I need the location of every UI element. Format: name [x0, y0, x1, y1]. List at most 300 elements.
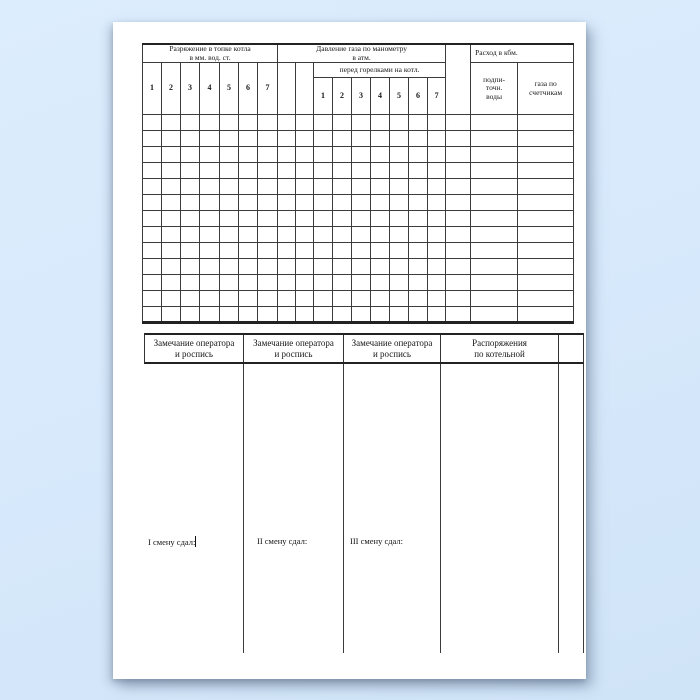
vacuum-title-line1: Разряжение в топке котла [169, 44, 251, 53]
grid-cell [239, 227, 258, 243]
grid-cell [220, 147, 239, 163]
grid-cell [352, 147, 371, 163]
grid-cell [296, 163, 314, 179]
grid-cell [239, 163, 258, 179]
grid-cell [162, 147, 181, 163]
grid-cell [258, 163, 278, 179]
grid-cell [278, 291, 296, 307]
grid-cell [409, 147, 428, 163]
grid-cell [518, 147, 574, 163]
gas-pressure-section-header [278, 44, 446, 63]
grid-cell [143, 227, 162, 243]
grid-cell [409, 179, 428, 195]
grid-cell [181, 195, 200, 211]
grid-cell [446, 131, 471, 147]
grid-row [143, 227, 574, 243]
grid-cell [296, 259, 314, 275]
grid-cell [371, 131, 390, 147]
grid-cell [278, 259, 296, 275]
grid-cell [352, 115, 371, 131]
grid-cell [278, 131, 296, 147]
grid-cell [333, 179, 352, 195]
grid-cell [471, 291, 518, 307]
grid-cell [143, 195, 162, 211]
grid-cell [314, 307, 333, 323]
grid-cell [390, 259, 409, 275]
grid-cell [162, 163, 181, 179]
grid-cell [162, 291, 181, 307]
grid-cell [258, 243, 278, 259]
vacuum-title-line2: в мм. вод. ст. [189, 52, 231, 62]
grid-cell [371, 291, 390, 307]
grid-cell [518, 227, 574, 243]
grid-cell [239, 115, 258, 131]
grid-cell [314, 259, 333, 275]
grid-cell [390, 163, 409, 179]
grid-cell [314, 243, 333, 259]
grid-cell [518, 243, 574, 259]
grid-cell [409, 195, 428, 211]
grid-cell [239, 307, 258, 323]
grid-cell [162, 115, 181, 131]
grid-cell [518, 163, 574, 179]
grid-row [143, 147, 574, 163]
grid-cell [446, 227, 471, 243]
grid-cell [220, 131, 239, 147]
grid-cell [296, 115, 314, 131]
grid-cell [314, 179, 333, 195]
grid-cell [278, 211, 296, 227]
grid-cell [446, 275, 471, 291]
grid-cell [220, 211, 239, 227]
column-divider-line [440, 364, 441, 653]
grid-cell [239, 259, 258, 275]
grid-cell [278, 243, 296, 259]
vacuum-section-header [143, 44, 278, 63]
grid-cell [333, 115, 352, 131]
grid-cell [296, 195, 314, 211]
grid-cell [371, 115, 390, 131]
grid-cell [200, 211, 220, 227]
grid-cell [181, 131, 200, 147]
grid-cell [333, 211, 352, 227]
grid-cell [200, 227, 220, 243]
grid-cell [296, 227, 314, 243]
grid-cell [143, 275, 162, 291]
grid-cell [258, 115, 278, 131]
shift-3-note: III смену сдал: [350, 536, 404, 546]
grid-cell [181, 307, 200, 323]
grid-cell [409, 115, 428, 131]
grid-cell [409, 275, 428, 291]
grid-cell [220, 163, 239, 179]
grid-cell [371, 275, 390, 291]
grid-cell [220, 243, 239, 259]
grid-cell [428, 147, 446, 163]
grid-cell [296, 211, 314, 227]
grid-cell [390, 275, 409, 291]
grid-cell [181, 243, 200, 259]
grid-cell [278, 307, 296, 323]
grid-row [143, 163, 574, 179]
grid-cell [258, 179, 278, 195]
text-cursor [195, 536, 196, 547]
grid-cell [162, 307, 181, 323]
grid-cell [428, 115, 446, 131]
grid-cell [200, 307, 220, 323]
grid-cell [181, 291, 200, 307]
grid-cell [162, 179, 181, 195]
grid-cell [162, 195, 181, 211]
grid-row [143, 115, 574, 131]
shift-1-note: I смену сдал: [148, 537, 196, 547]
grid-row [143, 179, 574, 195]
grid-cell [143, 243, 162, 259]
grid-cell [258, 131, 278, 147]
grid-cell [143, 131, 162, 147]
grid-cell [371, 307, 390, 323]
grid-cell [428, 275, 446, 291]
operator-remark-header-3: Замечание оператора и роспись [344, 335, 441, 362]
grid-cell [220, 195, 239, 211]
grid-cell [314, 163, 333, 179]
grid-cell [471, 115, 518, 131]
grid-cell [296, 179, 314, 195]
gas-title-line2: в атм. [352, 52, 371, 62]
grid-cell [181, 227, 200, 243]
grid-cell [333, 227, 352, 243]
grid-cell [333, 291, 352, 307]
grid-cell [428, 179, 446, 195]
grid-cell [314, 211, 333, 227]
grid-cell [278, 179, 296, 195]
grid-cell [258, 147, 278, 163]
vacuum-col-3: 3 [181, 63, 200, 115]
grid-cell [143, 259, 162, 275]
grid-cell [296, 131, 314, 147]
grid-cell [446, 115, 471, 131]
grid-cell [390, 307, 409, 323]
grid-cell [390, 291, 409, 307]
grid-cell [352, 307, 371, 323]
grid-cell [296, 291, 314, 307]
grid-cell [143, 163, 162, 179]
grid-cell [352, 179, 371, 195]
grid-row [143, 195, 574, 211]
grid-cell [258, 227, 278, 243]
grid-cell [371, 259, 390, 275]
grid-cell [471, 179, 518, 195]
grid-cell [162, 243, 181, 259]
grid-cell [296, 307, 314, 323]
grid-cell [428, 195, 446, 211]
grid-row [143, 243, 574, 259]
grid-cell [162, 227, 181, 243]
grid-cell [239, 275, 258, 291]
grid-cell [162, 275, 181, 291]
orders-header: Распоряжения по котельной [441, 335, 559, 362]
grid-cell [220, 291, 239, 307]
gas-spacer-column-2 [296, 63, 314, 115]
grid-cell [409, 243, 428, 259]
grid-cell [239, 195, 258, 211]
grid-cell [352, 243, 371, 259]
grid-cell [143, 147, 162, 163]
grid-cell [352, 227, 371, 243]
grid-cell [239, 291, 258, 307]
grid-cell [220, 115, 239, 131]
grid-cell [200, 243, 220, 259]
operator-remark-header-2: Замечание оператора и роспись [244, 335, 344, 362]
readings-grid-body [143, 115, 574, 323]
grid-cell [390, 115, 409, 131]
grid-cell [409, 291, 428, 307]
grid-cell [314, 227, 333, 243]
grid-cell [162, 131, 181, 147]
grid-cell [446, 163, 471, 179]
shift-2-note: II смену сдал: [257, 536, 308, 546]
grid-row [143, 307, 574, 323]
grid-cell [446, 211, 471, 227]
grid-cell [471, 163, 518, 179]
grid-cell [200, 163, 220, 179]
grid-cell [162, 211, 181, 227]
grid-cell [278, 275, 296, 291]
grid-cell [258, 307, 278, 323]
grid-cell [333, 275, 352, 291]
grid-cell [518, 115, 574, 131]
consumption-section-header: Расход в кбм. [471, 44, 574, 63]
grid-cell [181, 275, 200, 291]
grid-cell [471, 227, 518, 243]
burner-col-1: 1 [314, 78, 333, 115]
grid-cell [333, 131, 352, 147]
grid-cell [471, 275, 518, 291]
grid-cell [220, 227, 239, 243]
grid-cell [446, 147, 471, 163]
grid-cell [446, 195, 471, 211]
grid-cell [200, 275, 220, 291]
grid-cell [143, 211, 162, 227]
grid-cell [333, 243, 352, 259]
grid-cell [428, 227, 446, 243]
grid-cell [278, 163, 296, 179]
grid-cell [371, 179, 390, 195]
grid-cell [518, 131, 574, 147]
grid-cell [278, 195, 296, 211]
grid-cell [239, 147, 258, 163]
grid-cell [390, 211, 409, 227]
grid-cell [258, 195, 278, 211]
grid-cell [296, 147, 314, 163]
grid-row [143, 291, 574, 307]
grid-cell [258, 275, 278, 291]
grid-cell [296, 275, 314, 291]
grid-cell [239, 211, 258, 227]
operator-remark-header-1: Замечание оператора и роспись [145, 335, 244, 362]
grid-cell [200, 147, 220, 163]
grid-cell [239, 179, 258, 195]
grid-cell [200, 291, 220, 307]
gas-spacer-column-1 [278, 63, 296, 115]
grid-cell [239, 131, 258, 147]
grid-cell [181, 115, 200, 131]
grid-cell [278, 227, 296, 243]
grid-cell [471, 243, 518, 259]
grid-cell [518, 307, 574, 323]
burner-col-3: 3 [352, 78, 371, 115]
grid-cell [333, 195, 352, 211]
grid-cell [258, 291, 278, 307]
vacuum-col-4: 4 [200, 63, 220, 115]
grid-cell [471, 307, 518, 323]
grid-cell [352, 259, 371, 275]
vacuum-col-7: 7 [258, 63, 278, 115]
grid-cell [143, 307, 162, 323]
grid-cell [518, 211, 574, 227]
grid-cell [314, 275, 333, 291]
grid-cell [333, 307, 352, 323]
grid-cell [371, 195, 390, 211]
grid-cell [352, 291, 371, 307]
grid-cell [371, 147, 390, 163]
grid-cell [518, 291, 574, 307]
grid-cell [143, 291, 162, 307]
burner-col-6: 6 [409, 78, 428, 115]
grid-cell [409, 227, 428, 243]
grid-cell [390, 131, 409, 147]
grid-cell [200, 259, 220, 275]
grid-cell [220, 275, 239, 291]
readings-table [142, 43, 574, 324]
grid-cell [390, 147, 409, 163]
grid-cell [220, 179, 239, 195]
grid-cell [181, 211, 200, 227]
grid-cell [314, 115, 333, 131]
grid-cell [409, 131, 428, 147]
grid-cell [428, 163, 446, 179]
grid-cell [314, 147, 333, 163]
makeup-water-header: подпи- точн. воды [471, 63, 518, 115]
grid-cell [428, 307, 446, 323]
grid-cell [518, 195, 574, 211]
grid-cell [143, 179, 162, 195]
grid-cell [428, 243, 446, 259]
column-divider-line [583, 364, 584, 653]
grid-cell [409, 211, 428, 227]
column-divider-line [243, 364, 244, 653]
grid-cell [352, 163, 371, 179]
grid-cell [258, 211, 278, 227]
spacer-column [446, 44, 471, 115]
grid-cell [390, 227, 409, 243]
vacuum-col-6: 6 [239, 63, 258, 115]
grid-cell [220, 307, 239, 323]
grid-cell [409, 163, 428, 179]
grid-cell [278, 147, 296, 163]
grid-cell [390, 243, 409, 259]
grid-cell [518, 275, 574, 291]
grid-row [143, 259, 574, 275]
column-divider-line [558, 364, 559, 653]
grid-cell [390, 195, 409, 211]
grid-cell [258, 259, 278, 275]
grid-cell [200, 179, 220, 195]
grid-cell [390, 179, 409, 195]
grid-cell [471, 259, 518, 275]
grid-cell [352, 211, 371, 227]
burner-col-7: 7 [428, 78, 446, 115]
grid-cell [181, 147, 200, 163]
burner-col-5: 5 [390, 78, 409, 115]
grid-cell [471, 131, 518, 147]
grid-cell [200, 195, 220, 211]
grid-cell [352, 275, 371, 291]
grid-cell [181, 163, 200, 179]
grid-cell [471, 195, 518, 211]
gas-meters-header: газа по счетчикам [518, 63, 574, 115]
vacuum-col-2: 2 [162, 63, 181, 115]
grid-cell [143, 115, 162, 131]
grid-cell [278, 115, 296, 131]
grid-cell [446, 307, 471, 323]
grid-cell [314, 195, 333, 211]
grid-cell [181, 179, 200, 195]
remarks-header-row [144, 333, 584, 364]
grid-cell [371, 163, 390, 179]
grid-cell [471, 211, 518, 227]
grid-cell [446, 243, 471, 259]
grid-cell [314, 291, 333, 307]
grid-cell [409, 307, 428, 323]
burner-col-4: 4 [371, 78, 390, 115]
vacuum-col-1: 1 [143, 63, 162, 115]
grid-cell [428, 259, 446, 275]
grid-cell [352, 195, 371, 211]
grid-cell [220, 259, 239, 275]
grid-cell [428, 291, 446, 307]
grid-cell [428, 211, 446, 227]
grid-cell [333, 147, 352, 163]
grid-cell [446, 179, 471, 195]
grid-cell [239, 243, 258, 259]
grid-row [143, 131, 574, 147]
grid-cell [518, 179, 574, 195]
grid-cell [200, 115, 220, 131]
form-page [113, 22, 586, 679]
grid-cell [428, 131, 446, 147]
remarks-spacer-column [559, 335, 585, 362]
grid-cell [333, 163, 352, 179]
burner-col-2: 2 [333, 78, 352, 115]
grid-cell [371, 211, 390, 227]
grid-cell [296, 243, 314, 259]
grid-cell [181, 259, 200, 275]
grid-cell [446, 291, 471, 307]
grid-cell [333, 259, 352, 275]
gas-title-line1: Давление газа по манометру [316, 44, 408, 53]
column-divider-line [343, 364, 344, 653]
grid-cell [471, 147, 518, 163]
grid-cell [409, 259, 428, 275]
grid-cell [162, 259, 181, 275]
grid-cell [371, 227, 390, 243]
grid-cell [446, 259, 471, 275]
grid-row [143, 211, 574, 227]
grid-cell [352, 131, 371, 147]
grid-cell [314, 131, 333, 147]
grid-row [143, 275, 574, 291]
